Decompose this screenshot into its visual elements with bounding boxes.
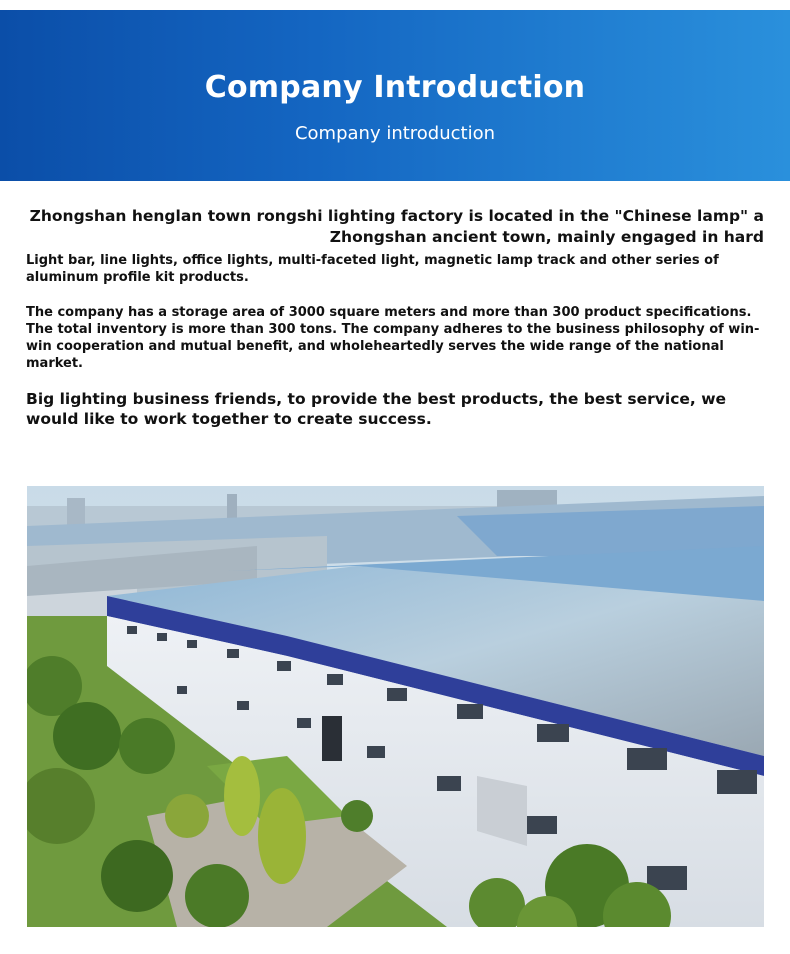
intro-line-1: Zhongshan henglan town rongshi lighting factory is located in the "Chinese lamp" a — [29, 207, 764, 225]
factory-illustration — [27, 486, 764, 927]
intro-line-2: Zhongshan ancient town, mainly engaged in hard — [329, 228, 764, 246]
page-subtitle: Company introduction — [294, 123, 496, 144]
storage-paragraph: The company has a storage area of 3000 square meters and more than 300 product specifications. The total inventory is more than 300 tons. The company adheres to the business philosophy of win-win cooperation and mutual benefit, and wholeheartedly serves the wide range of the national market. — [26, 305, 760, 371]
products-paragraph: Light bar, line lights, office lights, multi-faceted light, magnetic lamp track and other series of aluminum profile kit products. — [26, 253, 719, 285]
page-title: Company Introduction — [204, 70, 586, 105]
factory-photo — [27, 486, 764, 927]
header-banner — [0, 10, 790, 181]
closing-paragraph: Big lighting business friends, to provide the best products, the best service, we would like to work together to create success. — [26, 390, 727, 428]
intro-text — [24, 206, 764, 248]
